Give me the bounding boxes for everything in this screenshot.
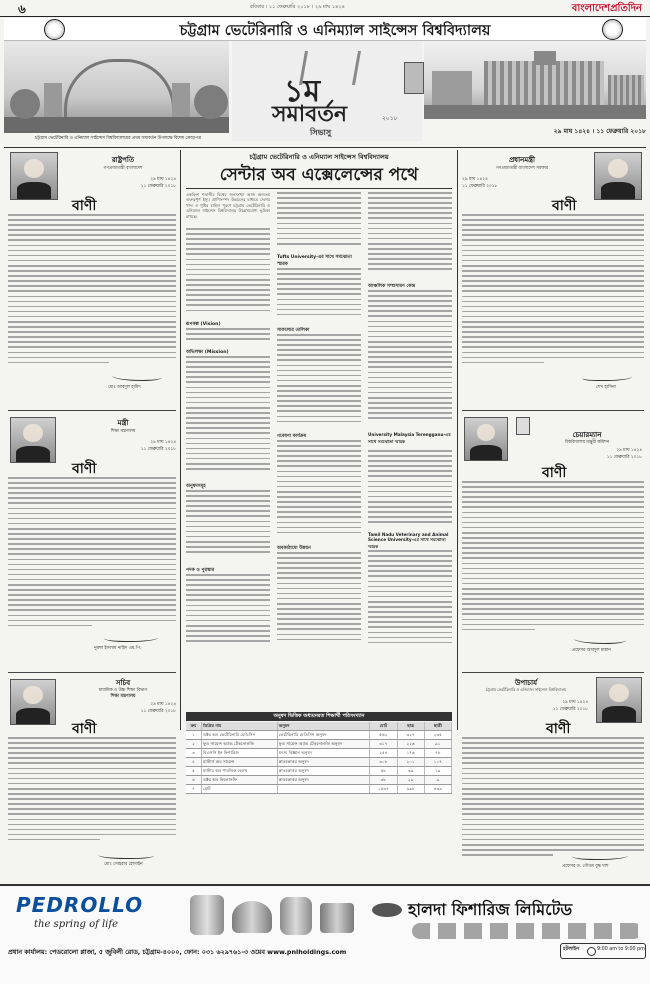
student-stats-table	[186, 712, 452, 884]
pm-signature: শেখ হাসিনা	[596, 385, 616, 390]
table-cell: ১	[186, 731, 202, 739]
pm-date-2: ১১ ফেব্রুয়ারি ২০১৮	[462, 184, 498, 189]
table-row	[186, 767, 452, 776]
table-header-cell: মোট	[370, 722, 397, 730]
table-cell: ৯৯৮	[398, 785, 425, 793]
hotline-label: হটলাইন	[563, 946, 580, 952]
vc-title: উপাচার্য	[514, 679, 538, 687]
table-cell: ১০৭	[425, 758, 452, 766]
halda-fish-icon	[372, 903, 402, 917]
lead-article	[186, 150, 452, 710]
table-cell: ৯	[425, 776, 452, 784]
secretary-signature: মোঃ সোহরাব হোসাইন	[104, 862, 143, 867]
lead-col-1-text-c	[186, 356, 270, 476]
banner-date: ২৯ মাঘ ১৪২৪ । ১১ ফেব্রুয়ারি ২০১৮	[553, 128, 646, 135]
lead-col-3-text-a	[368, 192, 452, 280]
chairman-signature-mark	[574, 635, 626, 644]
secretary-subtitle-2: শিক্ষা মন্ত্রণালয়	[110, 694, 136, 699]
table-cell: ৯১	[425, 740, 452, 748]
vc-bani: বাণী	[546, 721, 571, 737]
table-cell: ২৩৫	[425, 731, 452, 739]
convocation-logo	[232, 41, 422, 141]
section-research: গবেষণা কার্যক্রম	[277, 434, 307, 439]
table-row	[186, 758, 452, 767]
section-extension: আঞ্চলিক সম্প্রসারণ কেন্দ্র	[368, 284, 416, 289]
lead-col-1-text-e	[186, 574, 270, 650]
lead-col-3-text-d	[368, 550, 452, 650]
minister-title: মন্ত্রী	[117, 419, 129, 427]
lead-headline: সেন্টার অব এক্সেলেন্সের পথে	[219, 165, 419, 185]
campus-gate-photo	[4, 41, 229, 133]
table-cell: ভেটেরিনারি মেডিসিন অনুষদ	[278, 731, 371, 739]
lead-col-2-text-c	[277, 334, 361, 430]
table-cell: ১৭৬	[398, 749, 425, 757]
vc-body	[462, 737, 644, 857]
chairman-date-2: ১১ ফেব্রুয়ারি ২০১৮	[606, 455, 642, 460]
message-minister	[8, 410, 176, 666]
lead-col-2	[277, 192, 361, 652]
section-tamil: Tamil Nadu Veterinary and Animal Science University-এর সাথে সমঝোতা স্মারক	[368, 532, 449, 549]
vc-photo	[596, 677, 642, 723]
gate-caption: চট্টগ্রাম ভেটেরিনারি ও এনিম্যাল সাইন্সেস বিশ্ববিদ্যালয়ের প্রথম সমাবর্তন উপলক্ষে বিশেষ ক্রোড়পত্র	[34, 136, 202, 141]
pump-icon	[190, 895, 224, 935]
table-row	[186, 776, 452, 785]
table-cell: ফুড সায়েন্স অ্যান্ড টেকনোলজি	[202, 740, 278, 748]
lead-col-2-text-e	[277, 552, 361, 648]
chairman-body	[462, 481, 644, 631]
table-cell: মোট	[202, 785, 278, 793]
right-col-rule	[457, 150, 458, 730]
section-growth: অবকাঠামো উন্নয়ন	[277, 546, 311, 551]
section-mission: অভিলক্ষ্য (Mission)	[186, 350, 229, 355]
table-header-row	[186, 722, 452, 731]
section-vision: রূপকল্প (Vision)	[186, 322, 221, 327]
table-cell: ডক্টর অব ভেটেরিনারি মেডিসিন	[202, 731, 278, 739]
table-cell: ২২৬	[398, 740, 425, 748]
lead-col-2-text-d	[277, 440, 361, 540]
ugc-logo	[516, 417, 530, 435]
pedrollo-ad	[0, 887, 650, 984]
lead-col-2-text-a	[277, 192, 361, 252]
pump-icon	[320, 903, 354, 933]
table-cell: মাস্টার অব পাবলিক হেলথ	[202, 767, 278, 775]
lead-col-1-text-d	[186, 490, 270, 562]
table-cell: ১৯	[425, 767, 452, 775]
table-cell	[278, 785, 371, 793]
logo-sub: সিভাসু	[310, 128, 332, 137]
table-cell: ৭৮	[425, 749, 452, 757]
pm-photo	[594, 152, 642, 200]
secretary-photo	[10, 679, 56, 725]
date-line: রবিবার । ১১ ফেব্রুয়ারি ২০১৮ । ২৯ মাঘ ১৪২৪	[250, 4, 345, 10]
table-header-cell: ক্রম	[186, 722, 202, 730]
vc-signature: প্রফেসর ড. গৌতম বুদ্ধ দাশ	[562, 864, 609, 869]
lead-rule	[186, 188, 452, 189]
table-row	[186, 740, 452, 749]
table-cell: ১৫৩৭	[370, 785, 397, 793]
table-body	[186, 722, 452, 794]
table-cell: বিএসসি ইন ফিশারিজ	[202, 749, 278, 757]
minister-date-1: ২৯ মাঘ ১৪২৪	[150, 440, 176, 445]
logo-ordinal: ১ম	[284, 74, 321, 109]
section-partners: University Malaysia Terengganu-এর সাথে সমঝোতা স্মারক	[368, 432, 451, 444]
lead-col-2-text-b	[277, 268, 361, 324]
footer-address: প্রধান কার্যালয়: পেডরোলো প্লাজা, ৫ জুবিলী রোড, চট্টগ্রাম-৪০০০, ফোন: ০৩১ ৬২৯৭৬১-৩ ওয়েব www.pnlholdings.com	[8, 948, 347, 956]
left-col-rule	[180, 150, 181, 730]
minister-bani: বাণী	[72, 461, 97, 477]
president-subtitle: গণপ্রজাতন্ত্রী বাংলাদেশ	[103, 166, 143, 171]
university-logo-right	[602, 19, 623, 40]
halda-name: হালদা ফিশারিজ লিমিটেড	[408, 900, 573, 919]
minister-signature-mark	[104, 633, 158, 642]
lead-col-1-text-a	[186, 228, 270, 318]
table-cell: ২০১	[398, 758, 425, 766]
table-cell: স্নাতকোত্তর অনুষদ	[278, 758, 371, 766]
table-cell: ৬	[186, 776, 202, 784]
message-prime-minister	[462, 150, 644, 400]
president-body	[8, 214, 176, 364]
secretary-subtitle: মাধ্যমিক ও উচ্চ শিক্ষা বিভাগ	[98, 688, 148, 693]
chairman-title: চেয়ারম্যান	[572, 431, 602, 439]
secretary-body	[8, 737, 176, 849]
table-header-cell: ডিগ্রির নাম	[202, 722, 278, 730]
page-number: ৬	[18, 2, 26, 16]
chairman-date-1: ২৯ মাঘ ১৪২৪	[616, 448, 642, 453]
table-cell: ৪	[186, 758, 202, 766]
secretary-date-2: ১১ ফেব্রুয়ারি ২০১৮	[140, 709, 176, 714]
pedrollo-tagline: the spring of life	[34, 919, 119, 930]
table-cell: ফুড সায়েন্স অ্যান্ড টেকনোলজি অনুষদ	[278, 740, 371, 748]
pm-title: প্রধানমন্ত্রী	[508, 156, 536, 164]
lead-intro: একবিংশ শতাব্দীর বিশ্বের জনসংখ্যা আজ অন্যতম গুরুত্বপূর্ণ ইস্যু। প্রাণিসম্পদ উন্নয়নের মাধ্যমে দেশের খাদ্য ও পুষ্টির চাহিদা পূরণে চট্টগ্রাম ভেটেরিনারি ও এনিম্যাল সাইন্সেস বিশ্ববিদ্যালয় উল্লেখযোগ্য ভূমিকা রাখছে।	[186, 192, 270, 219]
message-chairman	[462, 410, 644, 666]
lead-col-3-text-b	[368, 290, 452, 430]
message-president	[8, 150, 176, 400]
campus-buildings-photo	[424, 41, 646, 119]
table-row	[186, 731, 452, 740]
table-row	[186, 749, 452, 758]
minister-body	[8, 477, 176, 627]
table-cell: ৫	[186, 767, 202, 775]
president-signature-mark	[112, 372, 162, 381]
table-cell: ৭	[186, 785, 202, 793]
page-header	[0, 0, 650, 17]
president-title: রাষ্ট্রপতি	[111, 156, 135, 164]
table-cell: মৎস্য বিজ্ঞান অনুষদ	[278, 749, 371, 757]
table-header-cell: ছাত্র	[398, 722, 425, 730]
fish-row	[412, 923, 642, 939]
table-cell: ৩৯	[398, 767, 425, 775]
secretary-date-1: ২৯ মাঘ ১৪২৪	[150, 702, 176, 707]
minister-signature: নুরুল ইসলাম নাহিদ এম.পি.	[94, 646, 142, 651]
table-cell: ৫৬২	[370, 731, 397, 739]
supplement-banner	[4, 18, 646, 146]
table-cell: ২৫৪	[370, 749, 397, 757]
hotline-badge	[560, 943, 646, 959]
portrait-frame	[404, 62, 424, 94]
chairman-bani: বাণী	[542, 465, 567, 481]
vc-signature-mark	[572, 851, 628, 860]
publication-name: বাংলাদেশপ্রতিদিন	[571, 3, 642, 14]
banner-title-bar	[4, 18, 646, 41]
pm-signature-mark	[582, 372, 632, 381]
pump-icon	[232, 901, 272, 933]
section-prizes: পদক ও পুরস্কার	[186, 568, 215, 573]
banner-title: চট্টগ্রাম ভেটেরিনারি ও এনিম্যাল সাইন্সেস বিশ্ববিদ্যালয়	[179, 22, 491, 39]
vc-subtitle: চট্টগ্রাম ভেটেরিনারি ও এনিম্যাল সাইন্সেস বিশ্ববিদ্যালয়	[485, 687, 567, 692]
secretary-title: সচিব	[115, 679, 131, 687]
banner-rule	[4, 147, 646, 148]
table-cell: মাস্টার্স অব সায়েন্স	[202, 758, 278, 766]
table-cell: ৩২৭	[398, 731, 425, 739]
president-signature: মোঃ আবদুল হামিদ	[108, 385, 141, 390]
table-header-cell: ছাত্রী	[425, 722, 452, 730]
section-alumni: সাফল্যের তালিকা	[277, 328, 310, 333]
vc-date-2: ১১ ফেব্রুয়ারি ২০১৮	[552, 707, 588, 712]
table-row	[186, 785, 452, 794]
university-logo-left	[44, 19, 65, 40]
lead-col-1-text-b	[186, 328, 270, 346]
table-cell: ৫৮	[370, 767, 397, 775]
pm-date-1: ২৯ মাঘ ১৪২৪	[462, 177, 488, 182]
pm-body	[462, 214, 644, 364]
table-cell: ২৯	[398, 776, 425, 784]
pump-icon	[280, 897, 312, 935]
president-date-1: ২৯ মাঘ ১৪২৪	[150, 177, 176, 182]
secretary-signature-mark	[98, 851, 154, 859]
lead-col-3	[368, 192, 452, 652]
pedrollo-brand: PEDROLLO	[16, 893, 144, 917]
vc-date-1: ২৯ মাঘ ১৪২৪	[562, 700, 588, 705]
lead-kicker: চট্টগ্রাম ভেটেরিনারি ও এনিম্যাল সাইন্সেস বিশ্ববিদ্যালয়	[249, 153, 389, 161]
table-cell: ৩০৮	[370, 758, 397, 766]
table-cell: ৩	[186, 749, 202, 757]
logo-word: সমাবর্তন	[272, 101, 348, 127]
table-cell: ৩১৭	[370, 740, 397, 748]
minister-photo	[10, 417, 56, 463]
table-header-cell: অনুষদ	[278, 722, 371, 730]
pm-bani: বাণী	[552, 198, 577, 214]
clock-icon	[587, 947, 596, 956]
logo-year: ২০১৮	[382, 115, 398, 122]
hours: 9:00 am to 9:00 pm	[597, 947, 645, 952]
president-photo	[10, 152, 58, 200]
minister-date-2: ১১ ফেব্রুয়ারি ২০১৮	[140, 447, 176, 452]
president-bani: বাণী	[72, 198, 97, 214]
lead-col-3-text-c	[368, 450, 452, 530]
pm-subtitle: গণপ্রজাতন্ত্রী বাংলাদেশ সরকার	[495, 166, 549, 171]
table-cell: ২	[186, 740, 202, 748]
chairman-subtitle: বিশ্ববিদ্যালয় মঞ্জুরী কমিশন	[564, 440, 610, 445]
table-cell: ৫৩৯	[425, 785, 452, 793]
chairman-photo	[464, 417, 508, 461]
table-title: অনুষদ ভিত্তিক অধ্যয়নরত শিক্ষার্থী পরিসংখ্যান	[186, 712, 452, 721]
table-cell: স্নাতকোত্তর অনুষদ	[278, 776, 371, 784]
minister-subtitle: শিক্ষা মন্ত্রণালয়	[110, 429, 136, 434]
secretary-bani: বাণী	[72, 721, 97, 737]
table-cell: ৩৮	[370, 776, 397, 784]
president-date-2: ১১ ফেব্রুয়ারি ২০১৮	[140, 184, 176, 189]
chairman-signature: প্রফেসর আবদুল মান্নান	[572, 648, 611, 653]
lead-col-1	[186, 192, 270, 652]
ad-top-rule	[0, 884, 650, 886]
section-tufts: Tufts University-এর সাথে সমঝোতা স্মারক	[277, 255, 352, 267]
table-cell: স্নাতকোত্তর অনুষদ	[278, 767, 371, 775]
section-faculties: অনুষদসমূহ	[186, 484, 206, 489]
table-cell: ডক্টর অব ফিলোসফি	[202, 776, 278, 784]
